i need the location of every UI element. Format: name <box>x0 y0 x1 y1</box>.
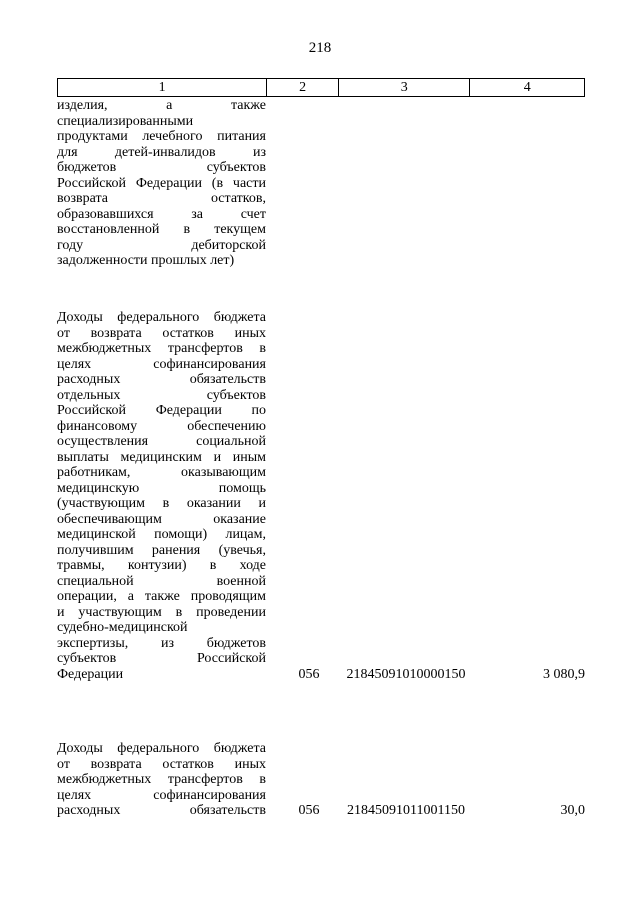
description-line: образовавшихся за счет <box>57 206 266 222</box>
description-line: выплаты медицинским и иным <box>57 449 266 465</box>
description-line: медицинскую помощь <box>57 480 266 496</box>
table-row <box>57 741 585 819</box>
description-line: субъектов Российской <box>57 651 266 666</box>
description-line: экспертизы, из бюджетов <box>57 635 266 651</box>
row-description <box>57 741 266 819</box>
description-line: Федерации <box>57 666 124 682</box>
description-line: от возврата остатков иных <box>57 325 266 341</box>
description-line: возврата остатков, <box>57 191 266 206</box>
budget-classification-code: 21845091010000150 <box>346 666 466 682</box>
description-line: операции, а также проводящим <box>57 589 266 604</box>
admin-code: 056 <box>298 803 320 818</box>
row-description <box>57 310 266 682</box>
budget-classification-code: 21845091011001150 <box>347 803 465 818</box>
row-description <box>57 98 266 269</box>
description-line: обеспечивающим оказание <box>57 511 266 527</box>
description-line: и участвующим в проведении <box>57 604 266 620</box>
description-line: получившим ранения (увечья, <box>57 542 266 558</box>
description-line: бюджетов субъектов <box>57 160 266 175</box>
amount: 3 080,9 <box>543 666 585 682</box>
description-line: целях софинансирования <box>57 356 266 372</box>
admin-code: 056 <box>298 666 320 682</box>
description-line: специализированными <box>57 113 194 129</box>
description-line: (участвующим в оказании и <box>57 496 266 511</box>
description-line: Доходы федерального бюджета <box>57 310 266 325</box>
description-line: травмы, контузии) в ходе <box>57 558 266 573</box>
description-line: расходных обязательств <box>57 372 266 387</box>
description-line: для детей-инвалидов из <box>57 144 266 160</box>
description-line: задолженности прошлых лет) <box>57 253 235 268</box>
description-line: восстановленной в текущем <box>57 222 266 237</box>
description-line: целях софинансирования <box>57 787 266 803</box>
description-line: Российской Федерации по <box>57 403 266 418</box>
description-line: финансовому обеспечению <box>57 418 266 434</box>
table-header-col-1: 1 <box>158 80 166 95</box>
description-line: продуктами лечебного питания <box>57 129 266 144</box>
table-header-col-3: 3 <box>338 79 470 96</box>
description-line: осуществления социальной <box>57 434 266 449</box>
description-line: году дебиторской <box>57 237 266 253</box>
description-line: отдельных субъектов <box>57 387 266 403</box>
description-line: Российской Федерации (в части <box>57 175 266 191</box>
description-line: межбюджетных трансфертов в <box>57 341 266 356</box>
description-line: специальной военной <box>57 573 266 589</box>
description-line: расходных обязательств <box>57 803 266 818</box>
table-row <box>57 98 585 269</box>
table-header-row <box>57 78 585 97</box>
description-line: межбюджетных трансфертов в <box>57 772 266 787</box>
description-line: медицинской помощи) лицам, <box>57 527 266 542</box>
table-header-col-2: 2 <box>266 79 338 96</box>
description-line: от возврата остатков иных <box>57 756 266 772</box>
amount: 30,0 <box>560 803 585 818</box>
page-number: 218 <box>308 40 332 56</box>
description-line: Доходы федерального бюджета <box>57 741 266 756</box>
description-line: изделия, а также <box>57 98 266 113</box>
description-line: работникам, оказывающим <box>57 465 266 480</box>
table-header-col-4: 4 <box>469 79 584 96</box>
table-row <box>57 310 585 682</box>
description-line: судебно-медицинской <box>57 620 188 635</box>
